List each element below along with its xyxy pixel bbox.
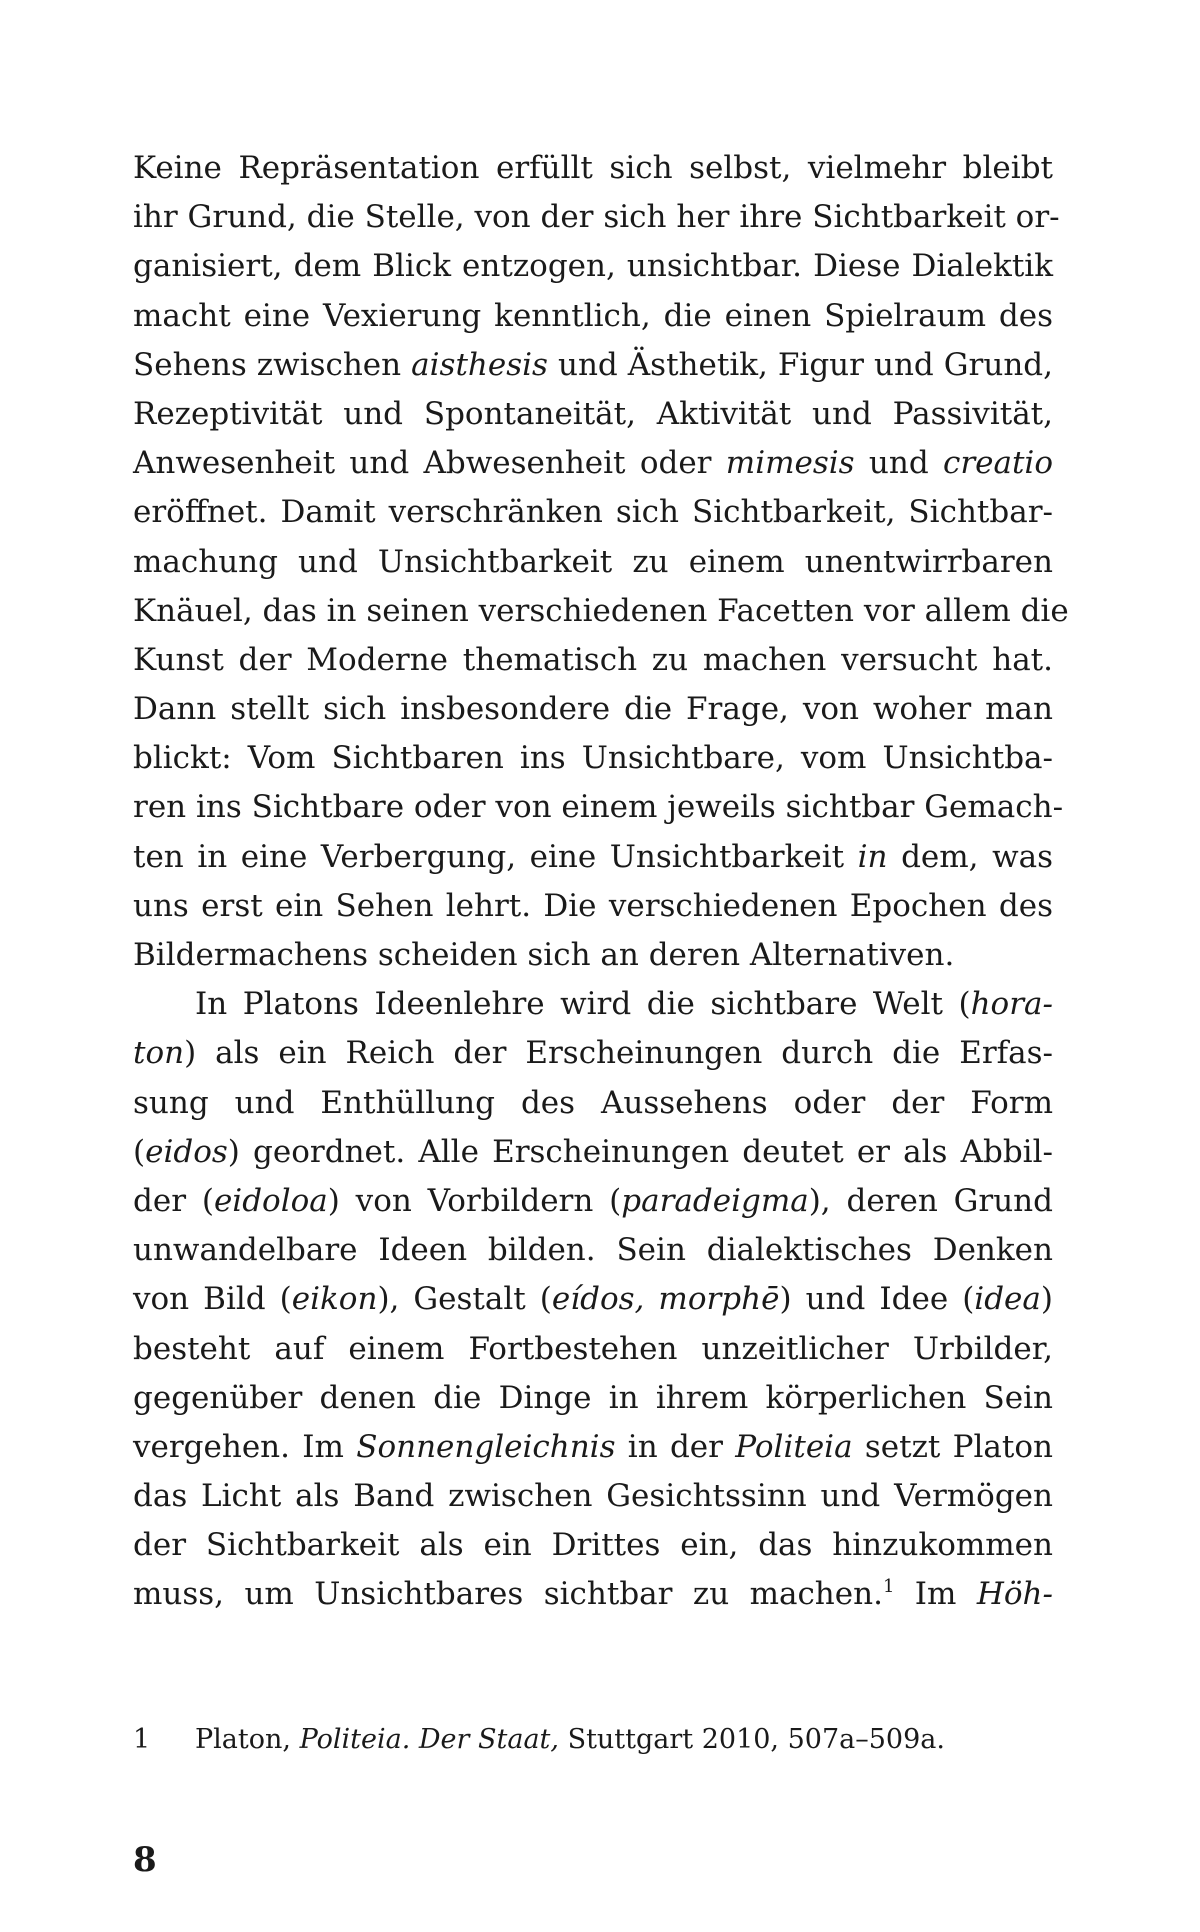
text-span: Im (894, 1576, 977, 1613)
footnote (133, 1720, 1053, 1760)
text-span: ) als ein Reich der Erscheinungen durch die Erfas- (184, 1035, 1053, 1072)
footnote-text: Stuttgart 2010, 507a–509a. (558, 1724, 945, 1755)
text-line (133, 1472, 1053, 1521)
text-span: In Platons Ideenlehre wird die sichtbare Welt ( (195, 986, 971, 1023)
text-span: der Sichtbarkeit als ein Drittes ein, das hinzukommen (133, 1527, 1053, 1564)
text-span: ), deren Grund (808, 1182, 1053, 1219)
text-span: uns erst ein Sehen lehrt. Die verschiedenen Epochen des (133, 887, 1053, 924)
text-line (133, 292, 1053, 341)
text-line (133, 1226, 1053, 1275)
italic-term: eidos (145, 1133, 228, 1170)
text-span: ren ins Sichtbare oder von einem jeweils sichtbar Gemach- (133, 789, 1064, 826)
italic-term: ton (133, 1035, 185, 1072)
text-line (133, 1570, 1053, 1619)
italic-term: creatio (942, 445, 1054, 482)
italic-term: aisthesis (411, 346, 548, 383)
text-line (133, 882, 1053, 931)
text-line (133, 1521, 1053, 1570)
text-span: muss, um Unsichtbares sichtbar zu machen. (133, 1576, 883, 1613)
footnote-marker: 1 (882, 1576, 895, 1598)
text-line (133, 931, 1053, 980)
text-span: blickt: Vom Sichtbaren ins Unsichtbare, vom Unsichtba- (133, 740, 1053, 777)
italic-term: eídos, morphē (551, 1281, 780, 1318)
italic-term: eidoloa (213, 1182, 328, 1219)
text-span: der ( (133, 1182, 214, 1219)
text-span: das Licht als Band zwischen Gesichtssinn und Vermögen (133, 1478, 1053, 1515)
text-span: ) und Idee ( (779, 1281, 975, 1318)
text-line (133, 833, 1053, 882)
text-span: ihr Grund, die Stelle, von der sich her ihre Sichtbarkeit or- (133, 199, 1060, 236)
text-span: ganisiert, dem Blick entzogen, unsichtbar. Diese Dialektik (133, 248, 1053, 285)
text-line (133, 1325, 1053, 1374)
text-span: besteht auf einem Fortbestehen unzeitlicher Urbilder, (133, 1330, 1053, 1367)
text-span: ), Gestalt ( (377, 1281, 552, 1318)
text-span: Knäuel, das in seinen verschiedenen Facetten vor allem die (133, 592, 1069, 629)
text-line (133, 636, 1053, 685)
text-span: und Ästhetik, Figur und Grund, (547, 346, 1053, 383)
text-line (133, 144, 1053, 193)
text-span: Bildermachens scheiden sich an deren Alternativen. (133, 937, 955, 973)
footnote-text: Platon, (195, 1724, 300, 1755)
text-span: dem, was (887, 838, 1053, 875)
text-span: unwandelbare Ideen bilden. Sein dialektisches Denken (133, 1232, 1053, 1269)
italic-term: Höh- (976, 1576, 1053, 1613)
text-span: vergehen. Im (133, 1428, 357, 1465)
body-text (133, 144, 1069, 1620)
text-line (133, 1374, 1053, 1423)
text-span: ten in eine Verbergung, eine Unsichtbarkeit (133, 838, 858, 875)
text-line (133, 1079, 1053, 1128)
text-span: sung und Enthüllung des Aussehens oder der Form (133, 1084, 1053, 1121)
italic-term: mimesis (725, 445, 855, 482)
italic-term: eikon (291, 1281, 378, 1318)
text-span: machung und Unsichtbarkeit zu einem unentwirrbaren (133, 543, 1053, 580)
text-line (133, 439, 1053, 488)
text-line (133, 734, 1053, 783)
text-line (133, 341, 1053, 390)
text-line (133, 980, 1053, 1029)
footnote-number: 1 (133, 1724, 151, 1755)
text-line (133, 1128, 1053, 1177)
text-line (133, 1423, 1053, 1472)
text-line (133, 242, 1053, 291)
text-span: Sehens zwischen (133, 346, 412, 383)
footnote-title: Politeia. Der Staat, (299, 1724, 559, 1755)
text-line (133, 1177, 1053, 1226)
text-line (133, 1029, 1053, 1078)
text-span: gegenüber denen die Dinge in ihrem körperlichen Sein (133, 1379, 1053, 1416)
text-line (133, 1275, 1053, 1324)
text-span: Kunst der Moderne thematisch zu machen versucht hat. (133, 641, 1053, 678)
page-number: 8 (133, 1840, 157, 1880)
text-span: ) (1040, 1281, 1053, 1318)
text-span: ( (133, 1133, 146, 1170)
text-span: in der (615, 1428, 736, 1465)
italic-term: idea (974, 1281, 1041, 1318)
text-span: macht eine Vexierung kenntlich, die einen Spielraum des (133, 297, 1053, 334)
text-span: setzt Platon (852, 1428, 1053, 1465)
text-line (133, 685, 1053, 734)
text-line (133, 193, 1060, 242)
text-span: und (854, 445, 943, 482)
text-line (133, 538, 1053, 587)
text-span: Rezeptivität und Spontaneität, Aktivität und Passivität, (133, 395, 1053, 432)
italic-term: paradeigma (621, 1182, 809, 1219)
italic-term: Sonnengleichnis (356, 1428, 616, 1465)
text-span: Dann stellt sich insbesondere die Frage, von woher man (133, 691, 1053, 728)
text-line (133, 390, 1053, 439)
text-line (133, 783, 1064, 832)
text-line (133, 488, 1053, 537)
text-span: ) geordnet. Alle Erscheinungen deutet er als Abbil- (227, 1133, 1053, 1170)
text-span: ) von Vorbildern ( (327, 1182, 622, 1219)
text-span: von Bild ( (133, 1281, 292, 1318)
italic-term: hora- (970, 986, 1053, 1023)
text-span: Anwesenheit und Abwesenheit oder (133, 445, 726, 482)
text-span: eröffnet. Damit verschränken sich Sichtbarkeit, Sichtbar- (133, 494, 1053, 531)
italic-term: Politeia (735, 1428, 853, 1465)
text-span: Keine Repräsentation erfüllt sich selbst, vielmehr bleibt (133, 150, 1053, 186)
italic-term: in (857, 838, 888, 875)
text-line (133, 587, 1069, 636)
